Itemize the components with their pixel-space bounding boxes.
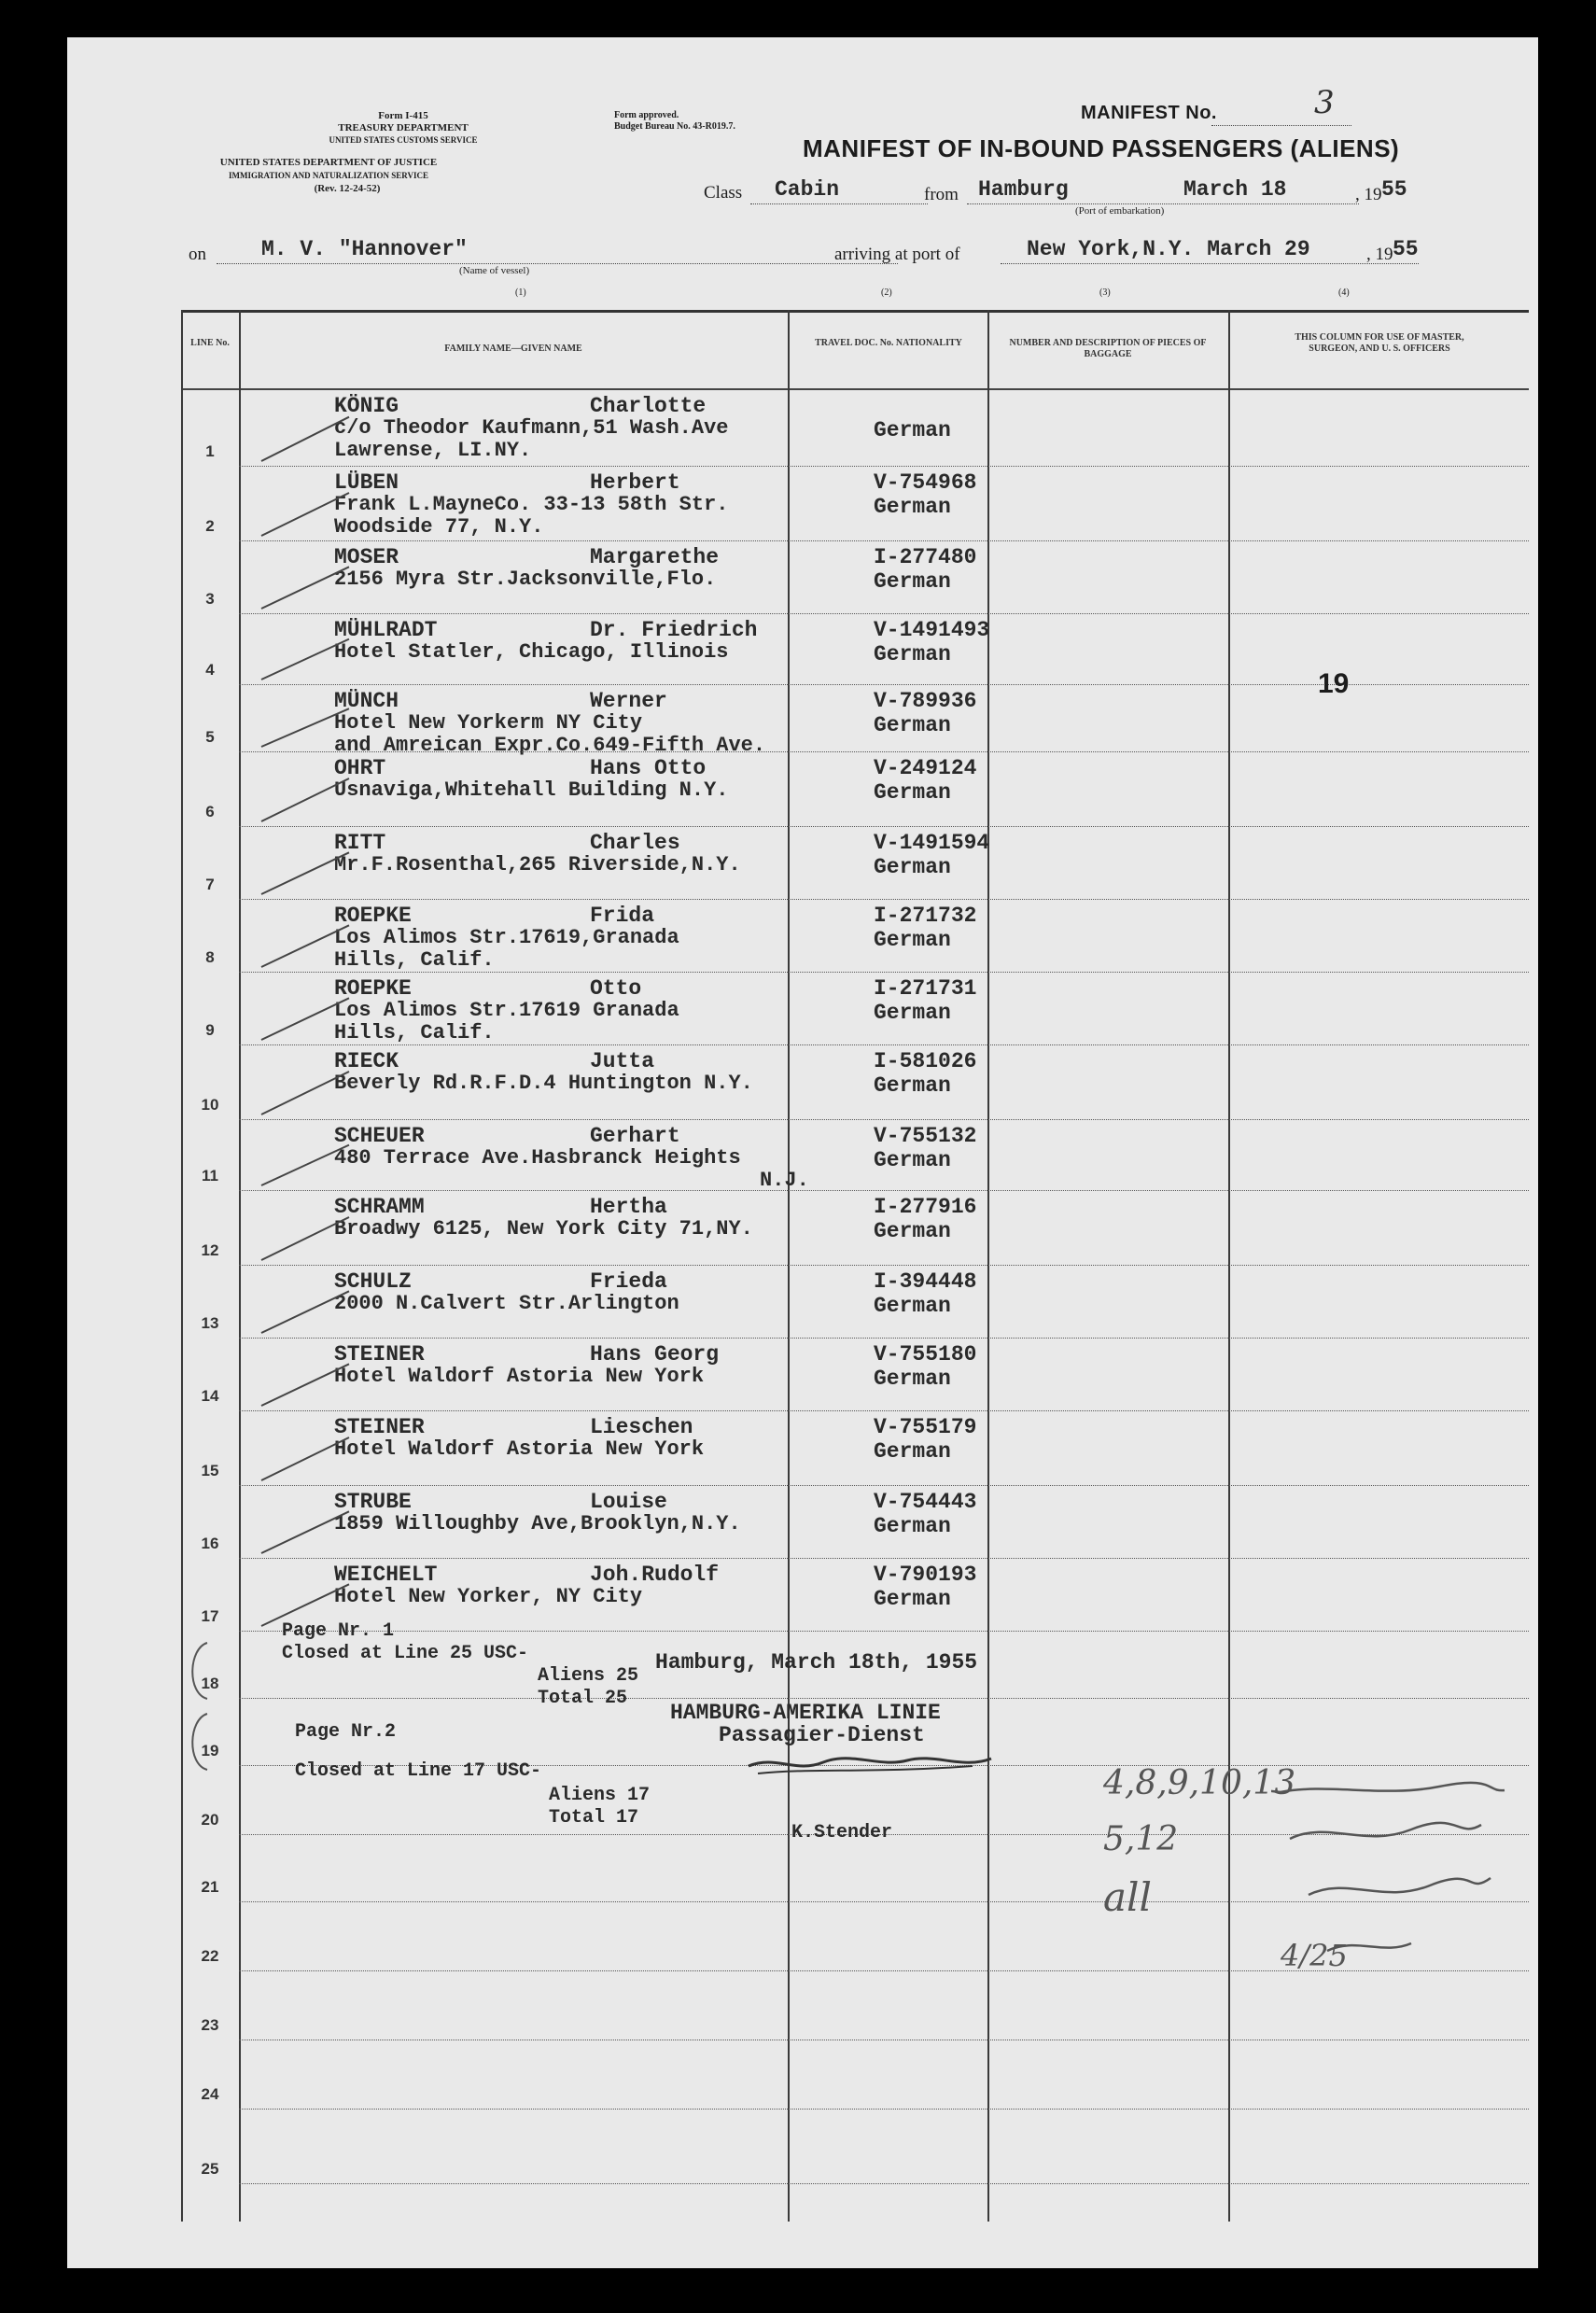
- page1-closed: Closed at Line 25 USC-: [282, 1643, 529, 1664]
- line-number: 20: [201, 1811, 219, 1829]
- page1-label: Page Nr. 1: [282, 1620, 395, 1642]
- embarkation-date: March 18: [1183, 177, 1287, 202]
- family-name: ROEPKE: [334, 976, 412, 1001]
- page2-total: Total 17: [549, 1807, 639, 1829]
- page2-label: Page Nr.2: [295, 1721, 397, 1743]
- nationality: German: [874, 1219, 951, 1243]
- handwritten-note: 4/25: [1281, 1938, 1348, 1973]
- header-travel-doc: TRAVEL DOC. No. NATIONALITY: [815, 338, 962, 348]
- check-stroke: [256, 541, 358, 614]
- form-approved: Form approved.: [614, 110, 679, 120]
- travel-doc: V-754443: [874, 1490, 977, 1514]
- given-name: Frieda: [590, 1269, 667, 1294]
- table-row: [181, 1486, 1529, 1559]
- family-name: RITT: [334, 831, 386, 855]
- family-name: KÖNIG: [334, 394, 399, 418]
- nationality: German: [874, 1294, 951, 1318]
- check-stroke: [256, 614, 358, 685]
- line-number: 2: [205, 517, 215, 535]
- family-name: STEINER: [334, 1415, 425, 1439]
- address-line: 1859 Willoughby Ave,Brooklyn,N.Y.: [334, 1512, 741, 1535]
- line-number: 17: [201, 1607, 219, 1625]
- given-name: Herbert: [590, 470, 680, 495]
- nationality: German: [874, 495, 951, 519]
- address-line: Hills, Calif.: [334, 948, 495, 972]
- check-stroke: [256, 390, 358, 467]
- embarkation-port: Hamburg: [978, 177, 1069, 202]
- check-stroke: [256, 752, 358, 827]
- header-name: FAMILY NAME—GIVEN NAME: [444, 343, 582, 354]
- family-name: WEICHELT: [334, 1563, 438, 1587]
- table-row: [181, 541, 1529, 614]
- table-row: [181, 752, 1529, 827]
- page1-aliens: Aliens 25: [538, 1665, 639, 1687]
- travel-doc: V-755132: [874, 1124, 977, 1148]
- class-label: Class: [704, 183, 743, 203]
- family-name: OHRT: [334, 756, 386, 780]
- address-line: c/o Theodor Kaufmann,51 Wash.Ave: [334, 416, 729, 440]
- nationality: German: [874, 928, 951, 952]
- handwritten-note: 5,12: [1103, 1820, 1179, 1858]
- travel-doc: V-1491493: [874, 618, 990, 642]
- customs-service: UNITED STATES CUSTOMS SERVICE: [329, 135, 478, 145]
- col-num-4: (4): [1338, 287, 1350, 298]
- address-line: 480 Terrace Ave.Hasbranck Heights: [334, 1146, 741, 1170]
- nationality: German: [874, 1073, 951, 1098]
- travel-doc: V-755180: [874, 1342, 977, 1367]
- budget-bureau: Budget Bureau No. 43-R019.7.: [614, 121, 735, 132]
- family-name: RIECK: [334, 1049, 399, 1073]
- page2-closed: Closed at Line 17 USC-: [295, 1760, 542, 1782]
- given-name: Dr. Friedrich: [590, 618, 758, 642]
- address-line: Hotel Waldorf Astoria New York: [334, 1365, 705, 1388]
- circle-mark: [179, 1639, 235, 1779]
- class-blank: [750, 202, 928, 204]
- justice-department: UNITED STATES DEPARTMENT OF JUSTICE: [219, 157, 438, 168]
- travel-doc: I-277480: [874, 545, 977, 569]
- signature: [739, 1745, 1001, 1783]
- handwritten-note: 4,8,9,10,13: [1103, 1764, 1296, 1802]
- given-name: Louise: [590, 1490, 667, 1514]
- travel-doc: I-581026: [874, 1049, 977, 1073]
- line-number: 6: [205, 803, 215, 820]
- manifest-no-label: MANIFEST No.: [1081, 103, 1217, 123]
- vessel-name: M. V. "Hannover": [261, 237, 468, 261]
- arrival-year: 55: [1393, 237, 1419, 261]
- travel-doc: I-271731: [874, 976, 977, 1001]
- address-line: Frank L.MayneCo. 33-13 58th Str.: [334, 493, 729, 516]
- nationality: German: [874, 1148, 951, 1172]
- address-line: Beverly Rd.R.F.D.4 Huntington N.Y.: [334, 1072, 753, 1095]
- line-number: 21: [201, 1878, 219, 1896]
- from-year-prefix: , 19: [1355, 185, 1382, 204]
- family-name: STRUBE: [334, 1490, 412, 1514]
- given-name: Hans Otto: [590, 756, 707, 780]
- family-name: STEINER: [334, 1342, 425, 1367]
- department: Passagier-Dienst: [719, 1723, 925, 1747]
- col-num-2: (2): [881, 287, 892, 298]
- manifest-number: 3: [1314, 84, 1335, 121]
- address-line: Lawrense, LI.NY.: [334, 439, 532, 462]
- col-num-3: (3): [1099, 287, 1111, 298]
- address-line: Los Alimos Str.17619 Granada: [334, 999, 679, 1022]
- family-name: SCHEUER: [334, 1124, 425, 1148]
- from-year: 55: [1381, 177, 1407, 202]
- nationality: German: [874, 642, 951, 666]
- arriving-label: arriving at port of: [834, 245, 960, 264]
- check-stroke: [256, 1266, 358, 1339]
- travel-doc: I-394448: [874, 1269, 977, 1294]
- manifest-no-blank: [1211, 121, 1351, 126]
- revision: (Rev. 12-24-52): [314, 183, 381, 194]
- travel-doc: I-277916: [874, 1195, 977, 1219]
- line-number: 10: [201, 1096, 219, 1114]
- check-stroke: [256, 1339, 358, 1411]
- family-name: SCHULZ: [334, 1269, 412, 1294]
- travel-doc: V-755179: [874, 1415, 977, 1439]
- from-label: from: [924, 185, 959, 204]
- travel-doc: V-789936: [874, 689, 977, 713]
- table-row-empty: [181, 2040, 1529, 2110]
- line-number: 3: [205, 590, 215, 608]
- check-stroke: [256, 1045, 358, 1120]
- address-line: 2156 Myra Str.Jacksonville,Flo.: [334, 568, 717, 591]
- line-number: 5: [205, 728, 215, 746]
- table-row: [181, 1120, 1529, 1191]
- given-name: Lieschen: [590, 1415, 693, 1439]
- address-line: Broadwy 6125, New York City 71,NY.: [334, 1217, 753, 1241]
- address-line: 2000 N.Calvert Str.Arlington: [334, 1292, 679, 1315]
- table-row-empty: [181, 2110, 1529, 2184]
- given-name: Hertha: [590, 1195, 667, 1219]
- port-note: (Port of embarkation): [1075, 205, 1165, 217]
- line-number: 14: [201, 1387, 219, 1405]
- nationality: German: [874, 780, 951, 805]
- travel-doc: V-754968: [874, 470, 977, 495]
- table-row: [181, 1339, 1529, 1411]
- table-row: [181, 1266, 1529, 1339]
- travel-doc: V-249124: [874, 756, 977, 780]
- nationality: German: [874, 569, 951, 594]
- signer-name: K.Stender: [791, 1822, 893, 1843]
- line-number: 25: [201, 2160, 219, 2178]
- given-name: Werner: [590, 689, 667, 713]
- table-row: [181, 467, 1529, 541]
- table-row: [181, 1045, 1529, 1120]
- family-name: ROEPKE: [334, 904, 412, 928]
- given-name: Jutta: [590, 1049, 655, 1073]
- shipping-line: HAMBURG-AMERIKA LINIE: [670, 1701, 941, 1725]
- nationality: German: [874, 418, 951, 442]
- ins: IMMIGRATION AND NATURALIZATION SERVICE: [229, 171, 428, 180]
- line-number: 19: [201, 1742, 219, 1759]
- nationality: German: [874, 1587, 951, 1611]
- address-line: Hotel New Yorker, NY City: [334, 1585, 643, 1608]
- check-stroke: [256, 1486, 358, 1559]
- check-stroke: [256, 900, 358, 973]
- line-number: 13: [201, 1314, 219, 1332]
- page1-total: Total 25: [538, 1688, 628, 1709]
- family-name: MÜHLRADT: [334, 618, 438, 642]
- check-stroke: [256, 685, 358, 752]
- header-officers: THIS COLUMN FOR USE OF MASTER, SURGEON, AND U. S. OFFICERS: [1295, 332, 1464, 354]
- line-number: 18: [201, 1675, 219, 1692]
- arrival-blank: [1001, 261, 1419, 264]
- address-line: and Amreican Expr.Co.649-Fifth Ave.: [334, 734, 766, 757]
- address-line: Woodside 77, N.Y.: [334, 515, 544, 539]
- address-line: Mr.F.Rosenthal,265 Riverside,N.Y.: [334, 853, 741, 876]
- given-name: Otto: [590, 976, 642, 1001]
- family-name: MOSER: [334, 545, 399, 569]
- nationality: German: [874, 1514, 951, 1538]
- treasury-department: TREASURY DEPARTMENT: [338, 122, 469, 133]
- family-name: SCHRAMM: [334, 1195, 425, 1219]
- nationality: German: [874, 1001, 951, 1025]
- address-line: Los Alimos Str.17619,Granada: [334, 926, 679, 949]
- header-baggage: NUMBER AND DESCRIPTION OF PIECES OF BAGGAGE: [1009, 338, 1207, 359]
- on-label: on: [189, 245, 206, 264]
- nationality: German: [874, 713, 951, 737]
- nationality: German: [874, 1367, 951, 1391]
- vessel-note: (Name of vessel): [459, 265, 530, 276]
- form-number: Form I-415: [378, 110, 428, 121]
- line-number: 8: [205, 948, 215, 966]
- table-row: [181, 827, 1529, 900]
- travel-doc: V-1491594: [874, 831, 990, 855]
- given-name: Hans Georg: [590, 1342, 720, 1367]
- line-number: 15: [201, 1462, 219, 1479]
- header-line-no: LINE No.: [190, 338, 230, 348]
- check-stroke: [256, 973, 358, 1045]
- class-value: Cabin: [775, 177, 840, 202]
- line-number: 1: [205, 442, 215, 460]
- given-name: Margarethe: [590, 545, 720, 569]
- arrival-year-prefix: , 19: [1366, 245, 1393, 264]
- given-name: Gerhart: [590, 1124, 680, 1148]
- check-stroke: [256, 467, 358, 541]
- line-number: 16: [201, 1535, 219, 1552]
- officer-mark: 19: [1318, 668, 1350, 699]
- check-stroke: [256, 1120, 358, 1191]
- given-name: Frida: [590, 904, 655, 928]
- line-number: 12: [201, 1241, 219, 1259]
- travel-doc: V-790193: [874, 1563, 977, 1587]
- from-blank: [967, 202, 1359, 204]
- line-number: 23: [201, 2016, 219, 2034]
- address-line: Hotel New Yorkerm NY City: [334, 711, 643, 735]
- handwritten-note: all: [1103, 1874, 1152, 1920]
- table-row: [181, 1411, 1529, 1486]
- table-row: [181, 973, 1529, 1045]
- address-line: Usnaviga,Whitehall Building N.Y.: [334, 778, 729, 802]
- line-number: 7: [205, 876, 215, 893]
- travel-doc: I-271732: [874, 904, 977, 928]
- page2-aliens: Aliens 17: [549, 1785, 651, 1806]
- family-name: LÜBEN: [334, 470, 399, 495]
- manifest-page: [67, 37, 1538, 2268]
- line-number: 9: [205, 1021, 215, 1039]
- line-number: 22: [201, 1947, 219, 1965]
- address-line: Hotel Waldorf Astoria New York: [334, 1437, 705, 1461]
- check-stroke: [256, 1191, 358, 1266]
- given-name: Joh.Rudolf: [590, 1563, 720, 1587]
- table-row: [181, 390, 1529, 467]
- address-line: N.J.: [760, 1169, 809, 1192]
- table-row: [181, 1191, 1529, 1266]
- line-number: 4: [205, 661, 215, 679]
- table-top-border: [181, 310, 1529, 313]
- nationality: German: [874, 855, 951, 879]
- check-stroke: [256, 1411, 358, 1486]
- line-number: 11: [202, 1167, 218, 1185]
- place-date: Hamburg, March 18th, 1955: [655, 1650, 978, 1675]
- address-line: Hotel Statler, Chicago, Illinois: [334, 640, 729, 664]
- check-stroke: [256, 827, 358, 900]
- family-name: MÜNCH: [334, 689, 399, 713]
- line-number: 24: [201, 2085, 219, 2103]
- given-name: Charlotte: [590, 394, 707, 418]
- col-num-1: (1): [515, 287, 526, 298]
- row-divider: [239, 2183, 1529, 2184]
- arrival-port: New York,N.Y. March 29: [1027, 237, 1310, 261]
- given-name: Charles: [590, 831, 680, 855]
- nationality: German: [874, 1439, 951, 1464]
- table-row: [181, 900, 1529, 973]
- vessel-blank: [217, 261, 898, 264]
- manifest-title: MANIFEST OF IN-BOUND PASSENGERS (ALIENS): [803, 134, 1400, 162]
- address-line: Hills, Calif.: [334, 1021, 495, 1044]
